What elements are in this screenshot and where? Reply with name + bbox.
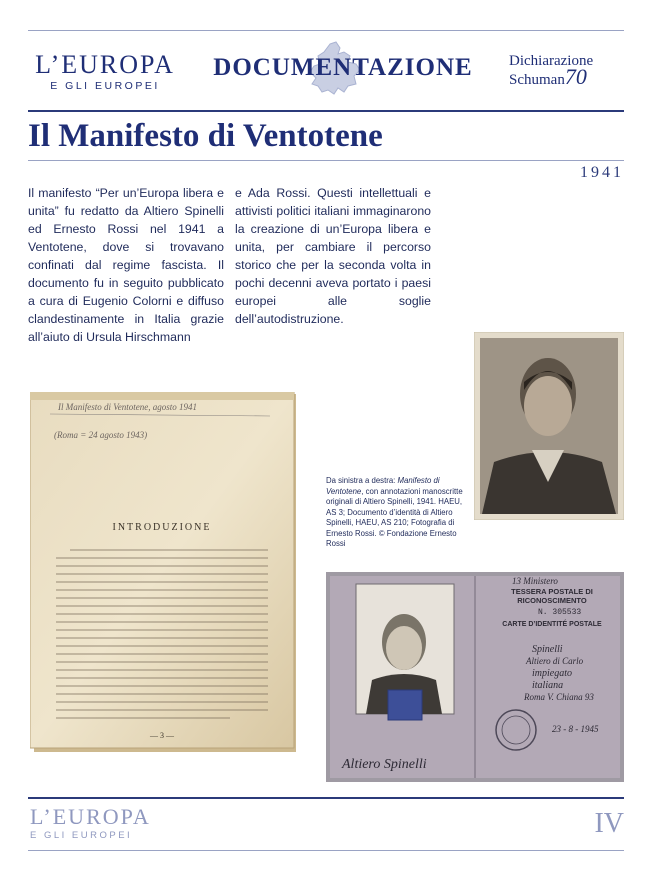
id-field-nazionalita: italiana — [532, 680, 564, 691]
manuscript-heading: INTRODUZIONE — [112, 522, 212, 533]
id-date: 23 - 8 - 1945 — [552, 724, 599, 734]
id-handwritten-top: 13 Ministero — [512, 576, 558, 586]
section-title: DOCUMENTAZIONE — [213, 54, 473, 81]
id-serial: N. 305533 — [538, 608, 582, 617]
footer-rule-bottom — [28, 850, 624, 851]
footer-rule-top — [28, 797, 624, 799]
page-number: IV — [594, 808, 624, 839]
id-field-professione: impiegato — [532, 668, 572, 679]
caption-title: Manifesto di Ventotene — [326, 476, 440, 496]
id-header-1: TESSERA POSTALE DI — [511, 587, 593, 596]
body-column-1: Il manifesto “Per un’Europa libera e unita” fu redatto da Altiero Spinelli ed Ernesto Rossi nel 1941 a Ventotene, dove si trovavano confinati dal regime fascista. Il documento fu in seguito pubblicato a cura di Eugenio Colorni e diffuso clandestinamente in Italia grazie all’aiuto di Ursula Hirschmann — [28, 186, 224, 344]
id-field-domicilio: Roma V. Chiana 93 — [524, 692, 594, 702]
id-header-2: RICONOSCIMENTO — [517, 596, 587, 605]
body-column-2: e Ada Rossi. Questi intellettuali e attivisti politici italiani immaginarono la creazione di un’Europa libera e unita, per cambiare il percorso storico che per la seconda volta in pochi decenni aveva portato i paesi europei alle soglie dell’autodistruzione. — [235, 186, 431, 326]
caption-details: , con annotazioni manoscritte originali di Altiero Spinelli, 1941. HAEU, AS 3; Documento d’identità di Altiero Spinelli, HAEU, AS 210; Fotografia di Ernesto Rossi. © Fondazione Ernesto Rossi — [326, 486, 463, 548]
manuscript-handwriting-1: Il Manifesto di Ventotene, agosto 1941 — [58, 402, 197, 412]
id-field-cognome: Spinelli — [532, 644, 563, 655]
top-rule — [28, 30, 624, 31]
manuscript-handwriting-2: (Roma = 24 agosto 1943) — [54, 430, 148, 440]
manuscript-page-number: — 3 — — [150, 731, 174, 740]
manuscript-image — [30, 392, 300, 756]
caption-intro: Da sinistra a destra: — [326, 476, 398, 485]
brand-sub: E GLI EUROPEI — [50, 80, 160, 92]
footer-brand — [30, 806, 180, 841]
brand-main: L’EUROPA — [35, 50, 175, 79]
title-rule — [28, 160, 624, 161]
schuman-line1: Dichiarazione — [509, 53, 594, 69]
schuman-logo — [509, 54, 619, 88]
footer-brand-main: L’EUROPA — [30, 804, 151, 829]
id-card-title: CARTE D’IDENTITÉ POSTALE — [502, 621, 602, 628]
schuman-number: 70 — [564, 64, 587, 89]
portrait-photo — [474, 332, 624, 520]
schuman-line2: Schuman — [509, 72, 565, 88]
image-caption — [326, 476, 464, 550]
brand-logo — [30, 52, 180, 92]
id-signature: Altiero Spinelli — [342, 757, 427, 772]
year-label: 1941 — [580, 164, 624, 181]
footer-brand-sub: E GLI EUROPEI — [30, 830, 133, 841]
id-field-nome: Altiero di Carlo — [526, 656, 584, 666]
header-rule — [28, 110, 624, 112]
id-card-image — [326, 572, 624, 782]
page-title: Il Manifesto di Ventotene — [28, 118, 383, 154]
